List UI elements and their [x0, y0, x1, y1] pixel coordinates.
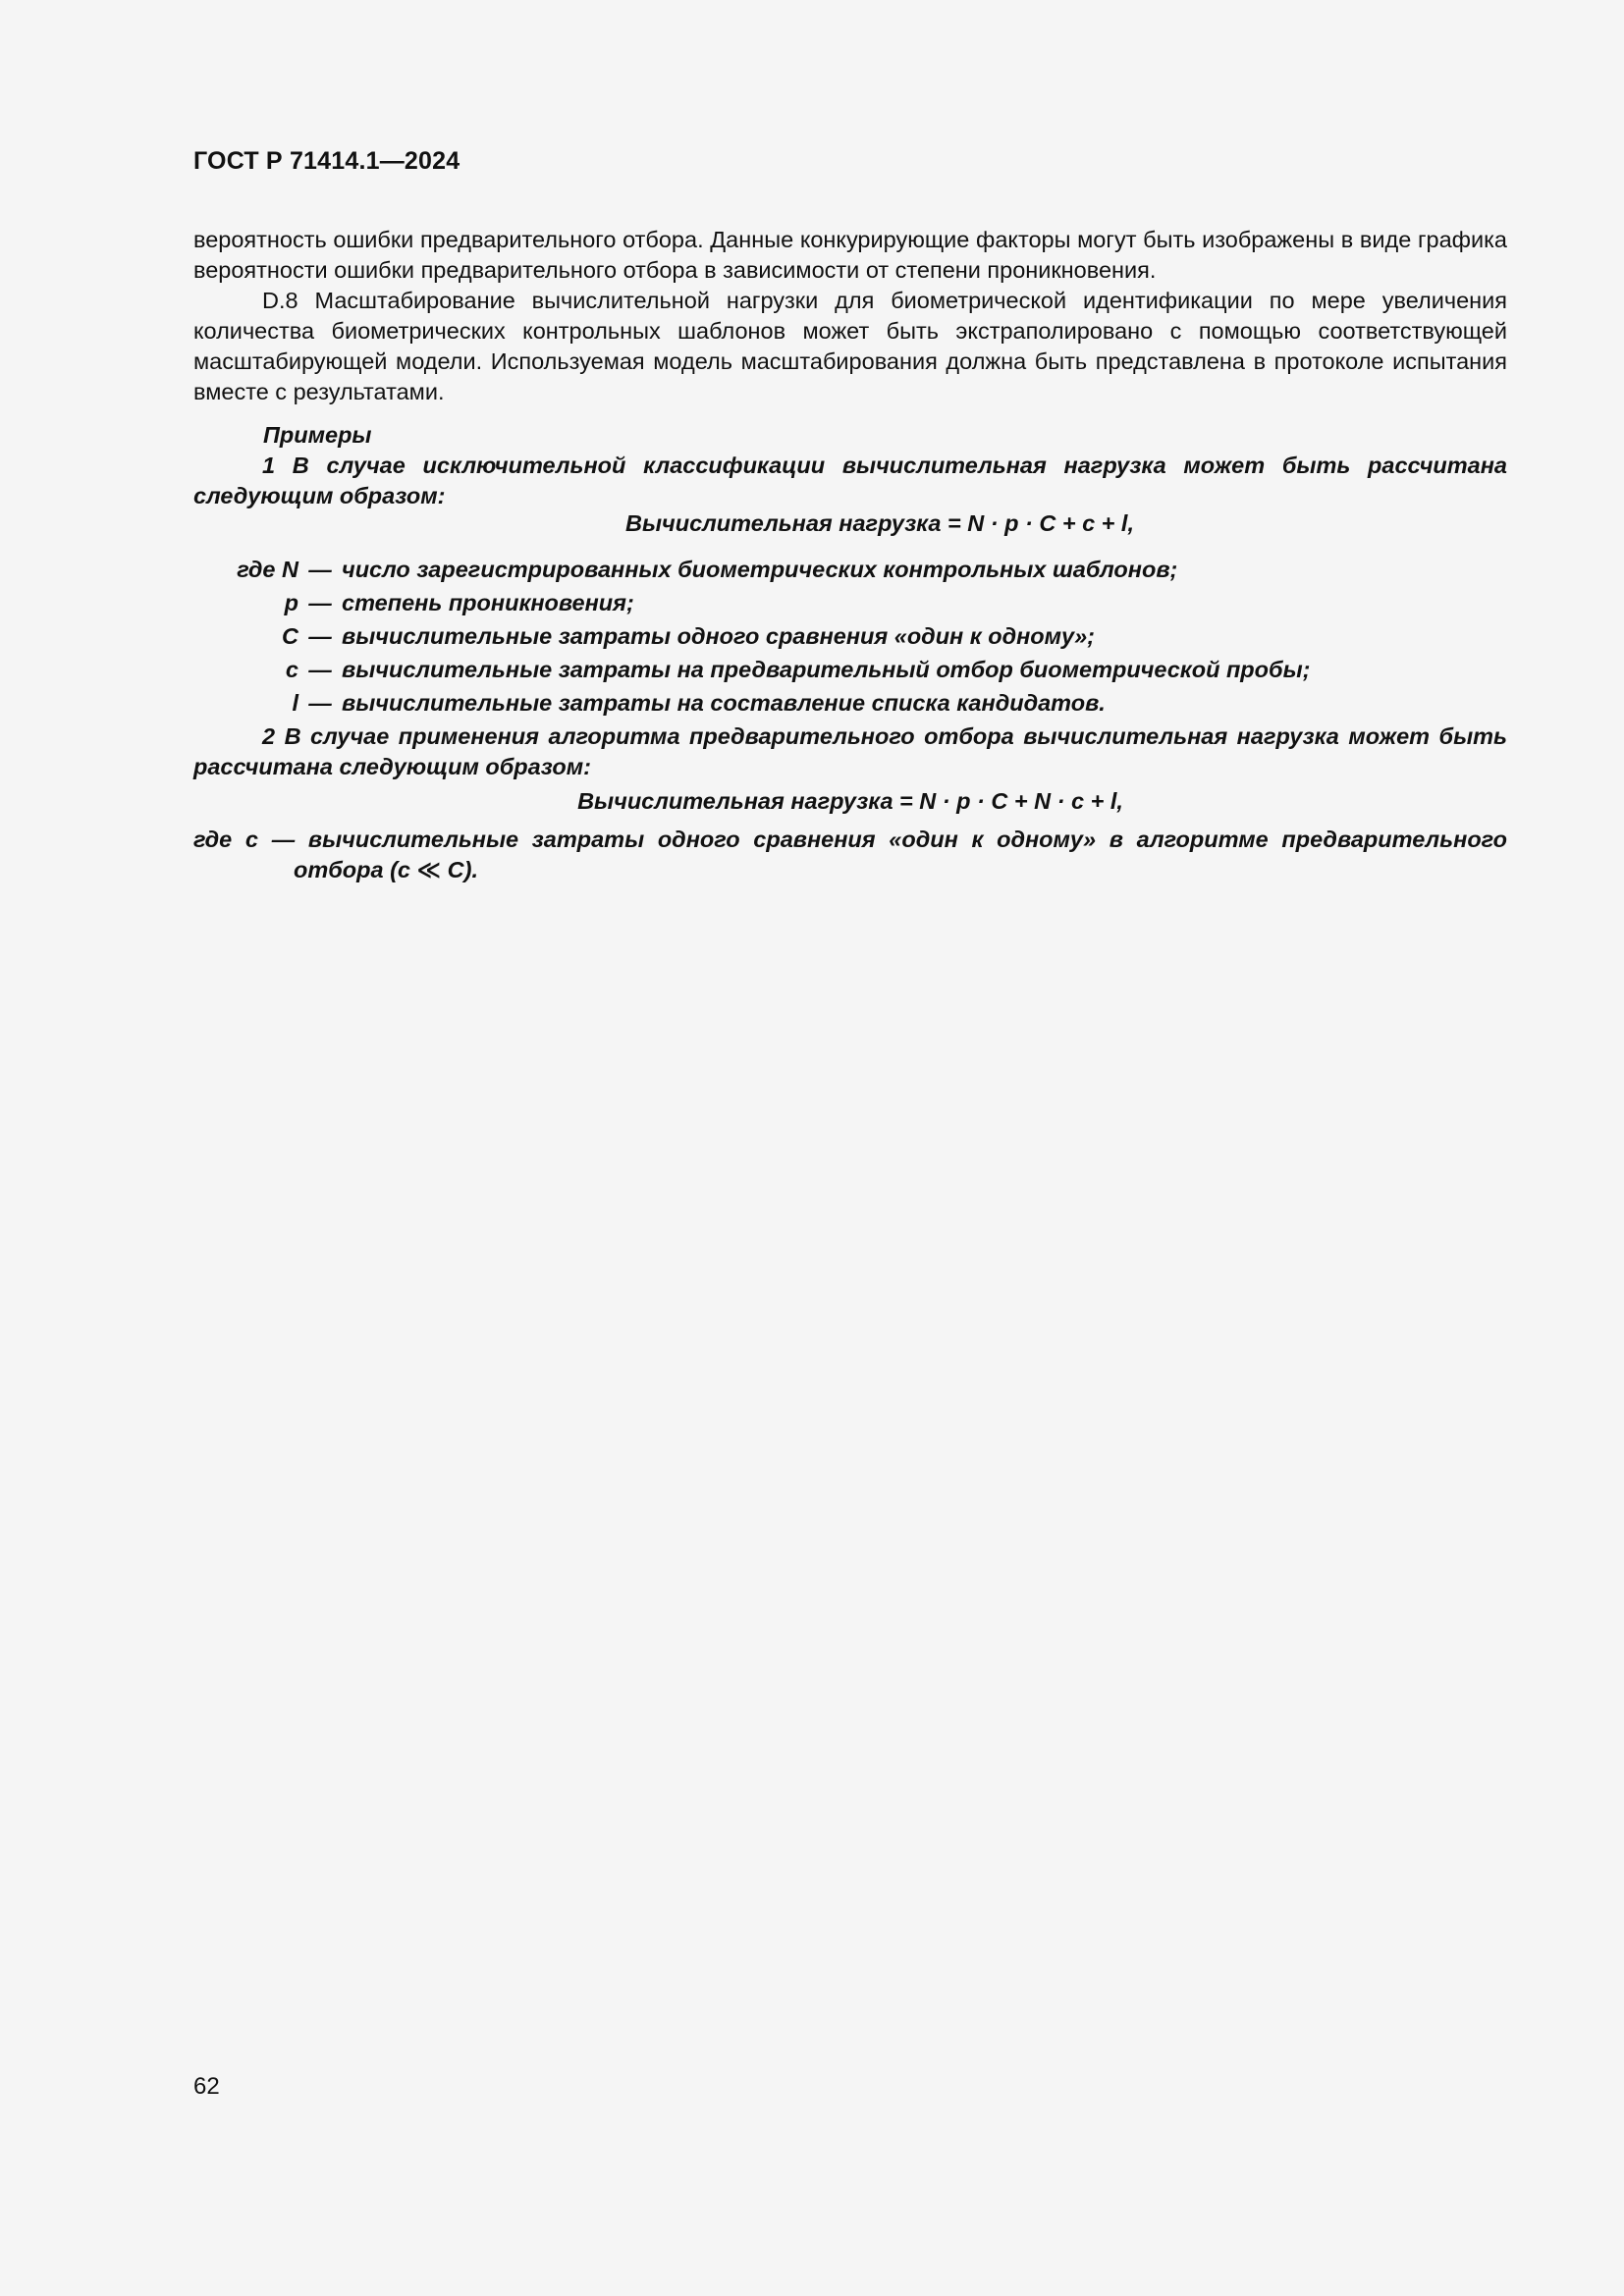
definition-row	[193, 553, 1310, 586]
definition-row	[193, 653, 1310, 686]
definition-symbol: p	[284, 590, 298, 615]
example-2-text: 2 В случае применения алгоритма предварительного отбора вычислительная нагрузка может быть рассчитана следующим образом:	[193, 723, 1507, 779]
definition-dash: —	[308, 657, 332, 682]
paragraph-d8: D.8 Масштабирование вычислительной нагрузки для биометрической идентификации по мере увеличения количества биометрических контрольных шаблонов может быть экстраполировано с помощью соответствующей масштабирующей модели. Используемая модель масштабирования должна быть представлена в протоколе испытания вместе с результатами.	[193, 288, 1507, 404]
definition-symbol: C	[282, 623, 298, 649]
definitions-list	[193, 553, 1310, 720]
formula-2-definition: где c — вычислительные затраты одного сравнения «один к одному» в алгоритме предварительного отбора (c ≪ C).	[193, 827, 1507, 882]
definition-symbol: c	[285, 657, 298, 682]
formula-2: Вычислительная нагрузка = N · p · C + N · c + l,	[577, 788, 1123, 814]
definition-row	[193, 586, 1310, 619]
page-number: 62	[193, 2073, 220, 2100]
definition-text: степень проникновения;	[342, 590, 634, 615]
example-1-text: 1 В случае исключительной классификации вычислительная нагрузка может быть рассчитана следующим образом:	[193, 453, 1507, 508]
definition-dash: —	[308, 557, 332, 582]
definition-symbol: где N	[237, 557, 298, 582]
definition-dash: —	[308, 690, 332, 716]
definition-text: вычислительные затраты на составление списка кандидатов.	[342, 690, 1106, 716]
definition-dash: —	[308, 623, 332, 649]
paragraph-continuation: вероятность ошибки предварительного отбора. Данные конкурирующие факторы могут быть изображены в виде графика вероятности ошибки предварительного отбора в зависимости от степени проникновения.	[193, 227, 1507, 283]
definition-row	[193, 686, 1310, 720]
definition-text: число зарегистрированных биометрических контрольных шаблонов;	[342, 557, 1178, 582]
definition-symbol: l	[292, 690, 298, 716]
definition-text: вычислительные затраты одного сравнения «один к одному»;	[342, 623, 1095, 649]
document-header: ГОСТ Р 71414.1—2024	[193, 147, 460, 175]
definition-row	[193, 619, 1310, 653]
definition-dash: —	[308, 590, 332, 615]
definition-text: вычислительные затраты на предварительный отбор биометрической пробы;	[342, 657, 1311, 682]
examples-title: Примеры	[263, 422, 372, 448]
formula-1: Вычислительная нагрузка = N · p · C + c + l,	[625, 510, 1134, 536]
